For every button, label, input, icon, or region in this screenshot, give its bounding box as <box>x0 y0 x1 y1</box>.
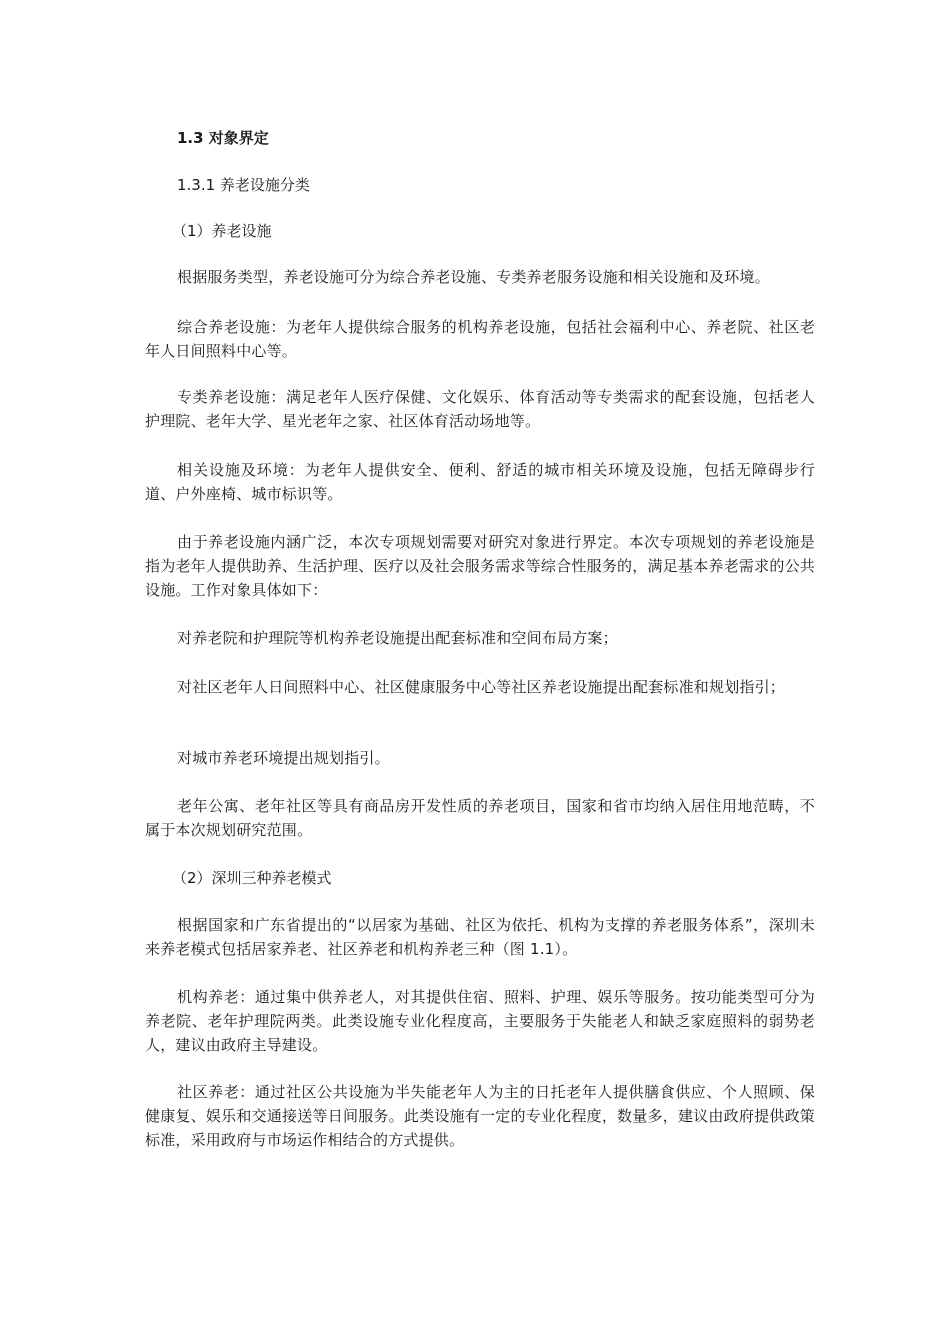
paragraph-classification: 根据服务类型，养老设施可分为综合养老设施、专类养老服务设施和相关设施和及环境。 <box>177 268 770 286</box>
paragraph-environment: 相关设施及环境：为老年人提供安全、便利、舒适的城市相关环境及设施，包括无障碍步行道、户外座椅、城市标识等。 <box>145 461 815 503</box>
subsection-heading: 1.3.1 养老设施分类 <box>177 176 310 194</box>
item2-heading: （2）深圳三种养老模式 <box>172 869 332 887</box>
paragraph-three-modes: 根据国家和广东省提出的“以居家为基础、社区为依托、机构为支撑的养老服务体系”，深圳未来养老模式包括居家养老、社区养老和机构养老三种（图 1.1）。 <box>145 916 815 958</box>
paragraph-scope: 由于养老设施内涵广泛，本次专项规划需要对研究对象进行界定。本次专项规划的养老设施是指为老年人提供助养、生活护理、医疗以及社会服务需求等综合性服务的，满足基本养老需求的公共设施。工作对象具体如下： <box>145 533 815 599</box>
paragraph-exclusion: 老年公寓、老年社区等具有商品房开发性质的养老项目，国家和省市均纳入居住用地范畴，不属于本次规划研究范围。 <box>145 797 815 839</box>
paragraph-community: 社区养老：通过社区公共设施为半失能老年人为主的日托老年人提供膳食供应、个人照顾、保健康复、娱乐和交通接送等日间服务。此类设施有一定的专业化程度，数量多，建议由政府提供政策标准，采用政府与市场运作相结合的方式提供。 <box>145 1083 815 1149</box>
paragraph-comprehensive: 综合养老设施：为老年人提供综合服务的机构养老设施，包括社会福利中心、养老院、社区老年人日间照料中心等。 <box>145 318 815 360</box>
section-heading: 1.3 对象界定 <box>177 129 269 147</box>
paragraph-task-3: 对城市养老环境提出规划指引。 <box>177 749 390 767</box>
paragraph-task-1: 对养老院和护理院等机构养老设施提出配套标准和空间布局方案； <box>177 629 618 647</box>
paragraph-task-2: 对社区老年人日间照料中心、社区健康服务中心等社区养老设施提出配套标准和规划指引； <box>177 678 786 696</box>
paragraph-specialized: 专类养老设施：满足老年人医疗保健、文化娱乐、体育活动等专类需求的配套设施，包括老人护理院、老年大学、星光老年之家、社区体育活动场地等。 <box>145 388 815 430</box>
paragraph-institutional: 机构养老：通过集中供养老人，对其提供住宿、照料、护理、娱乐等服务。按功能类型可分为养老院、老年护理院两类。此类设施专业化程度高，主要服务于失能老人和缺乏家庭照料的弱势老人，建议由政府主导建设。 <box>145 988 815 1054</box>
item1-heading: （1）养老设施 <box>172 222 272 240</box>
